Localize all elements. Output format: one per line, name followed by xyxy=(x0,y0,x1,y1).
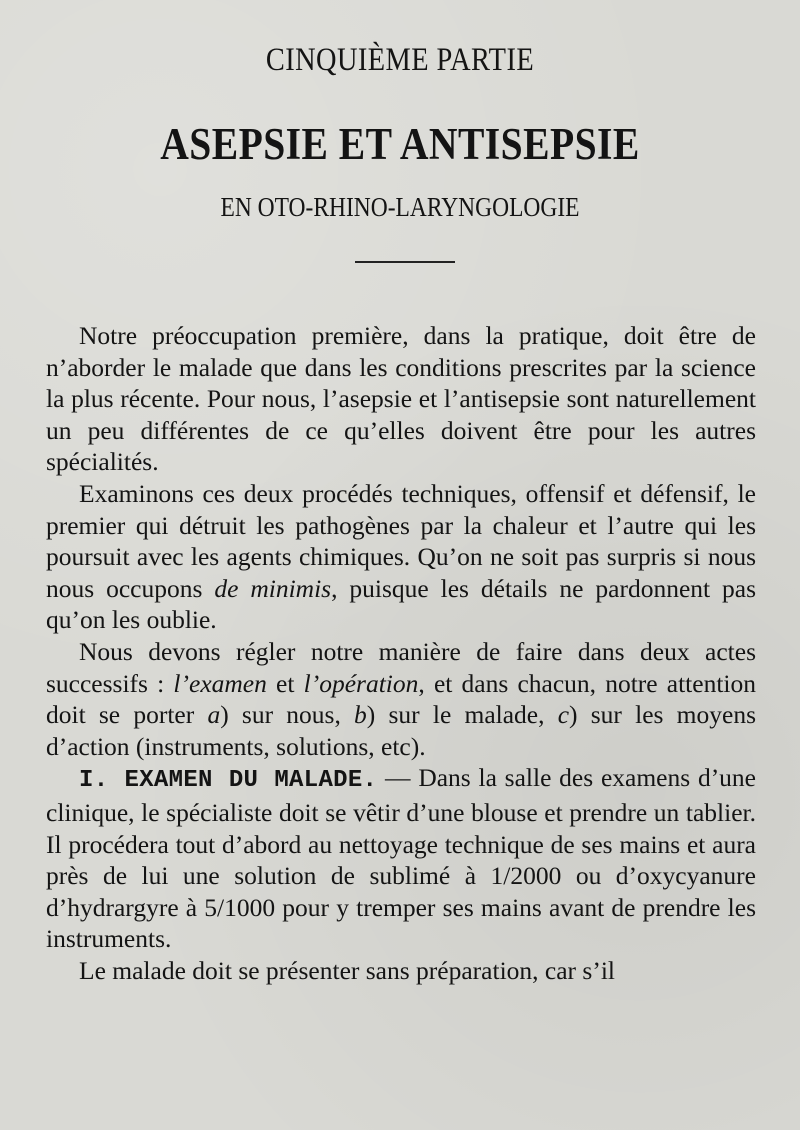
paragraph-3-text-b: et xyxy=(266,668,304,698)
paragraph-3-italic-b: b xyxy=(354,700,367,730)
paragraph-3 xyxy=(46,636,756,762)
section-divider xyxy=(355,261,455,263)
paragraph-5 xyxy=(46,955,756,987)
body-text xyxy=(46,320,756,986)
paragraph-4-text: — Dans la salle des examens d’une clinique, le spécialiste doit se vêtir d’une blouse et prendre un tablier. Il procédera tout d’abord au nettoyage technique de ses mains et aura près de lui une solution de sublimé à 1/2000 ou d’oxycyanure d’hydrargyre à 5/1000 pour y tremper ses mains avant de prendre les instruments. xyxy=(46,763,757,954)
paragraph-3-text-e: ) sur le malade, xyxy=(366,700,558,730)
chapter-title: ASEPSIE ET ANTISEPSIE xyxy=(160,119,640,169)
paragraph-3-italic-examen: l’examen xyxy=(173,668,267,698)
part-title: CINQUIÈME PARTIE xyxy=(265,42,535,78)
paragraph-2-text-a: Examinons ces deux procédés techniques, offensif et défensif, le premier qui détruit les pathogènes par la chaleur et l’autre qui les poursuit avec les agents chimiques. Qu’on ne soit pas surpris si nous nous occupons xyxy=(46,478,756,603)
paragraph-3-text-d: ) sur nous, xyxy=(220,700,355,730)
section-heading-examen: I. EXAMEN DU MALADE. xyxy=(79,767,378,795)
paragraph-2-text-b: , puisque les détails ne pardonnent pas qu’on les oublie. xyxy=(46,573,757,635)
paragraph-1-text: Notre préoccupation première, dans la pratique, doit être de n’aborder le malade que dans les conditions prescrites par la science la plus récente. Pour nous, l’asepsie et l’antisepsie sont naturellement un peu différentes de ce qu’elles doivent être pour les autres spécialités. xyxy=(46,321,756,477)
paragraph-1 xyxy=(46,320,756,478)
paragraph-3-text-f: ) sur les moyens d’action (instruments, solutions, etc). xyxy=(46,700,756,761)
paragraph-3-italic-operation: l’opération xyxy=(303,668,419,698)
paragraph-3-italic-c: c xyxy=(557,700,570,730)
paragraph-3-italic-a: a xyxy=(207,700,221,730)
paragraph-4 xyxy=(46,762,756,955)
paragraph-3-text-c: , et dans chacun, notre attention doit se porter xyxy=(46,668,757,730)
paragraph-5-text: Le malade doit se présenter sans préparation, car s’il xyxy=(79,955,615,985)
chapter-subtitle: EN OTO-RHINO-LARYNGOLOGIE xyxy=(220,192,580,222)
paragraph-3-text-a: Nous devons régler notre manière de faire dans deux actes successifs : xyxy=(46,636,756,698)
paragraph-2-italic: de minimis xyxy=(214,573,332,603)
paragraph-2 xyxy=(46,478,756,636)
